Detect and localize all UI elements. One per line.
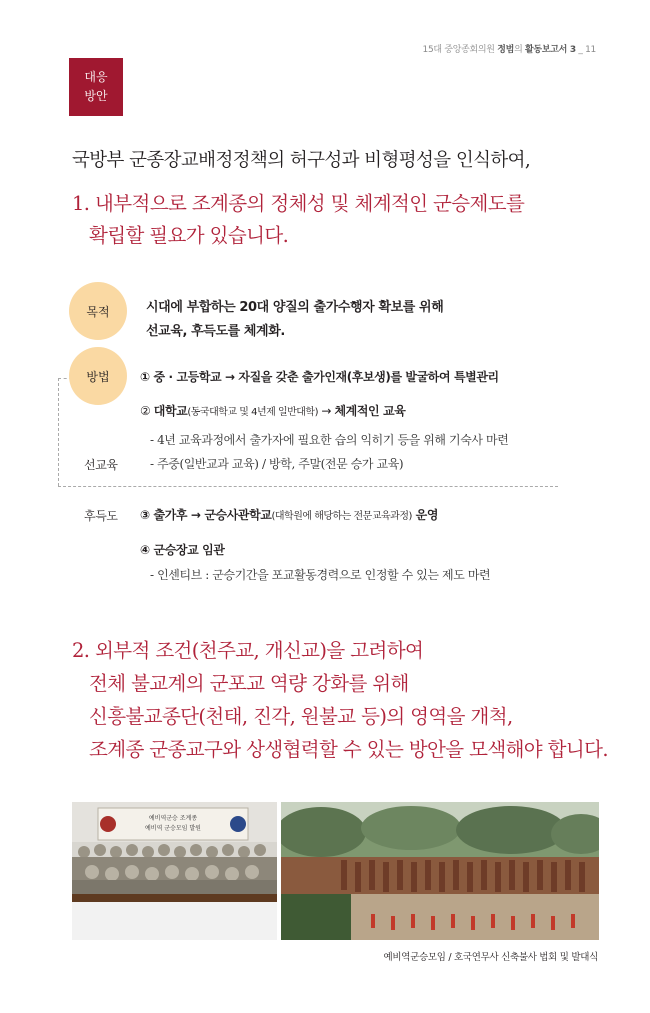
point-2-line4: 조계종 군종교구와 상생협력할 수 있는 방안을 모색해야 합니다. xyxy=(89,738,608,761)
method-item-1: ① 중 · 고등학교 → 자질을 갖춘 출가인재(후보생)를 발굴하여 특별관리 xyxy=(140,370,499,384)
item2-paren: (동국대학교 및 4년제 일반대학) xyxy=(187,407,318,418)
purpose-text xyxy=(146,296,443,344)
method-circle: 방법 xyxy=(69,347,127,405)
header-bold2: 활동보고서 3 xyxy=(525,45,576,55)
page-header xyxy=(423,42,596,55)
item2-result: 체계적인 교육 xyxy=(334,404,406,418)
label-seon-education: 선교육 xyxy=(84,458,118,472)
section-badge xyxy=(69,58,123,116)
badge-line1: 대응 xyxy=(84,70,108,84)
header-mid: 의 xyxy=(514,45,526,55)
photo-meeting-image xyxy=(72,802,277,940)
method-item-2 xyxy=(140,402,405,419)
dashed-guide-vertical xyxy=(58,378,59,486)
banner-text-2: 예비역 군승모임 발원 xyxy=(145,825,201,832)
item3-end: 운영 xyxy=(411,508,439,522)
method-item-4-sub: - 인센티브 : 군승기간을 포교활동경력으로 인정할 수 있는 제도 마련 xyxy=(150,568,491,582)
item3-paren: (대학원에 해당하는 전문교육과정) xyxy=(271,511,412,522)
label-hu-ordination: 후득도 xyxy=(84,509,118,523)
method-item-2-sub-2: - 주중(일반교과 교육) / 방학, 주말(전문 승가 교육) xyxy=(150,457,404,471)
method-item-3 xyxy=(140,506,438,523)
point-1-line2: 확립할 필요가 있습니다. xyxy=(89,224,289,247)
dashed-divider xyxy=(58,486,558,487)
point-2-line2: 전체 불교계의 군포교 역량 강화를 위해 xyxy=(89,672,409,695)
banner-text-1: 예비역군승 조계종 xyxy=(148,815,198,822)
photo-ceremony xyxy=(281,802,599,940)
badge-line2: 방안 xyxy=(84,89,108,103)
method-item-2-sub-1: - 4년 교육과정에서 출가자에 필요한 습의 익히기 등을 위해 기숙사 마련 xyxy=(150,433,509,447)
method-item-4: ④ 군승장교 임관 xyxy=(140,543,225,557)
photo-meeting xyxy=(72,802,277,940)
point-1 xyxy=(72,188,524,252)
item2-main: 대학교 xyxy=(153,404,188,418)
point-2 xyxy=(72,634,608,766)
point-1-line1: 1. 내부적으로 조계종의 정체성 및 체계적인 군승제도를 xyxy=(72,192,525,215)
photo-ceremony-image xyxy=(281,802,599,940)
point-2-line3: 신흥불교종단(천태, 진각, 원불교 등)의 영역을 개척, xyxy=(89,705,513,728)
header-bold1: 정범 xyxy=(497,45,515,55)
photo-caption: 예비역군승모임 / 호국연무사 신축불사 법회 및 발대식 xyxy=(383,952,598,963)
purpose-line1: 시대에 부합하는 20대 양질의 출가수행자 확보를 위해 xyxy=(146,300,444,315)
item2-arrow: → xyxy=(317,404,335,418)
header-prefix: 15대 중앙종회의원 xyxy=(422,45,498,55)
purpose-circle: 목적 xyxy=(69,282,127,340)
point-2-line1: 2. 외부적 조건(천주교, 개신교)을 고려하여 xyxy=(72,639,424,662)
item3-main: ③ 출가후 → 군승사관학교 xyxy=(140,508,272,522)
intro-text: 국방부 군종장교배정정책의 허구성과 비형평성을 인식하여, xyxy=(72,150,531,171)
item2-number: ② xyxy=(140,404,154,418)
purpose-line2: 선교육, 후득도를 체계화. xyxy=(146,324,285,339)
header-page-number: _ 11 xyxy=(575,45,596,55)
